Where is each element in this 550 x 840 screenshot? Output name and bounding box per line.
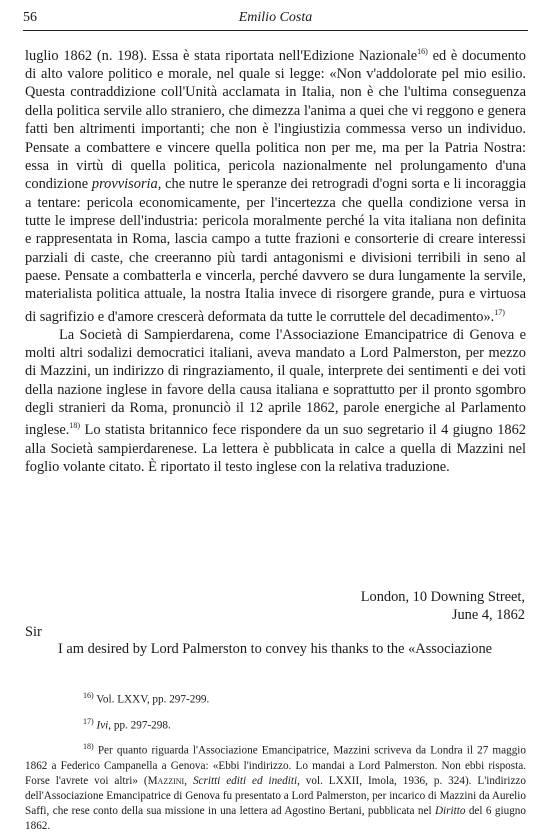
letter-date: June 4, 1862 — [451, 607, 525, 624]
footnote-17: $^{17)}$ Ivi, pp. 297-298. — [83, 716, 171, 732]
letter-first-line: I am desired by Lord Palmerston to convey his thanks to the «Associazione — [58, 641, 493, 657]
header-rule — [23, 30, 528, 31]
footnote-ref-17: 17) — [494, 307, 505, 317]
footnote-16: $^{16)}$ Vol. LXXV, pp. 297-299. — [83, 691, 210, 706]
letter-heading — [361, 588, 525, 625]
paragraph-sampierdarena: La Società di Sampierdarena, come l'Associazione Emancipatrice di Genova e molti altri sodalizi democratici italiani, aveva mandato a Lord Palmerston, per mezzo di Mazzini, un indirizzo di ringraziamento, il quale, interprete dei sentimenti e dei voti della nazione inglese in favore della causa italiana e soprattutto per il pronto sgombro degli stranieri da Roma, pronunciò il 12 aprile 1862, parole energiche al Parlamento inglese.$^{18)}$ Lo statista britannico fece rispondere da un suo segretario il 4 giugno 1862 alla Società sampierdarenese. La lettera è pubblicata in calce a quella di Mazzini nel foglio volante citato. È riportato il testo inglese con la relativa traduzione. — [25, 326, 526, 475]
paragraph-mazzini-quote: luglio 1862 (n. 198). Essa è stata riportata nell'Edizione Nazionale$^{16)}$ ed è documento di alto valore politico e morale, nel quale si legge: «Non v'addolorate pel mio esilio. Questa contraddizione coll'Unità acclamata in Italia, non è che l'ultima conseguenza della politica servile allo straniero, che dimezza l'anima a quei che vi reggono e genera fatti ben altrimenti importanti; che non è l'ingiustizia commessa verso un individuo. Pensate a combattere e vincere quella politica non per me, ma per la Patria Nostra: essa in virtù di quella politica, pericola nazionalmente nel prolungamento d'una condizione provvisoria, che nutre le speranze dei retrogradi d'ogni sorta e li incoraggia a tentare: pericola economicamente, per l'incertezza che quella condizione versa in tutte le imprese dell'industria: pericola moralmente perché la vita italiana non definita e rappresentata in Roma, lascia campo a tutte frazioni e consorterie di creare interessi parziali di caste, che creeranno più tardi antagonismi e divisioni terribili in seno al paese. Pensate a combatterla e vincerla, perché davvero se dura lungamente la servile, materialista politica attuale, la nostra Italia invece di risorgere grande, pura e virtuosa di sagrifizio e d'amore crescerà deformata da tutte le corruttele del decadimento».$^{17)}$ — [25, 47, 527, 325]
main-text — [25, 43, 526, 476]
footnotes — [25, 688, 526, 840]
footnote-ref-16: 16) — [417, 47, 428, 56]
page-number: 56 — [23, 10, 37, 25]
running-title: Emilio Costa — [238, 10, 313, 25]
footnote-ref-18: 18) — [69, 421, 81, 431]
footnote-18: $^{18)}$ Per quanto riguarda l'Associazione Emancipatrice, Mazzini scriveva da Londra il 27 maggio 1862 a Federico Campanella a Genova: «Ebbi l'indirizzo. Lo mandai a Lord Palmerston. Non ebbi risposta. Forse l'avrete voi altri» (Mazzini, Scritti editi ed inediti, vol. LXXII, Imola, 1936, p. 324). L'indirizzo dell'Associazione Emancipatrice di Genova fu presentato a Lord Palmerston, per incarico di Mazzini da Aurelio Saffi, che rese conto della sua missione in una lettera ad Agostino Bertani, pubblicata nel Diritto del 6 giugno 1862. — [25, 742, 526, 833]
page-header — [23, 10, 528, 30]
letter-salutation: Sir — [25, 624, 42, 640]
letter-address: London, 10 Downing Street, — [360, 589, 525, 605]
